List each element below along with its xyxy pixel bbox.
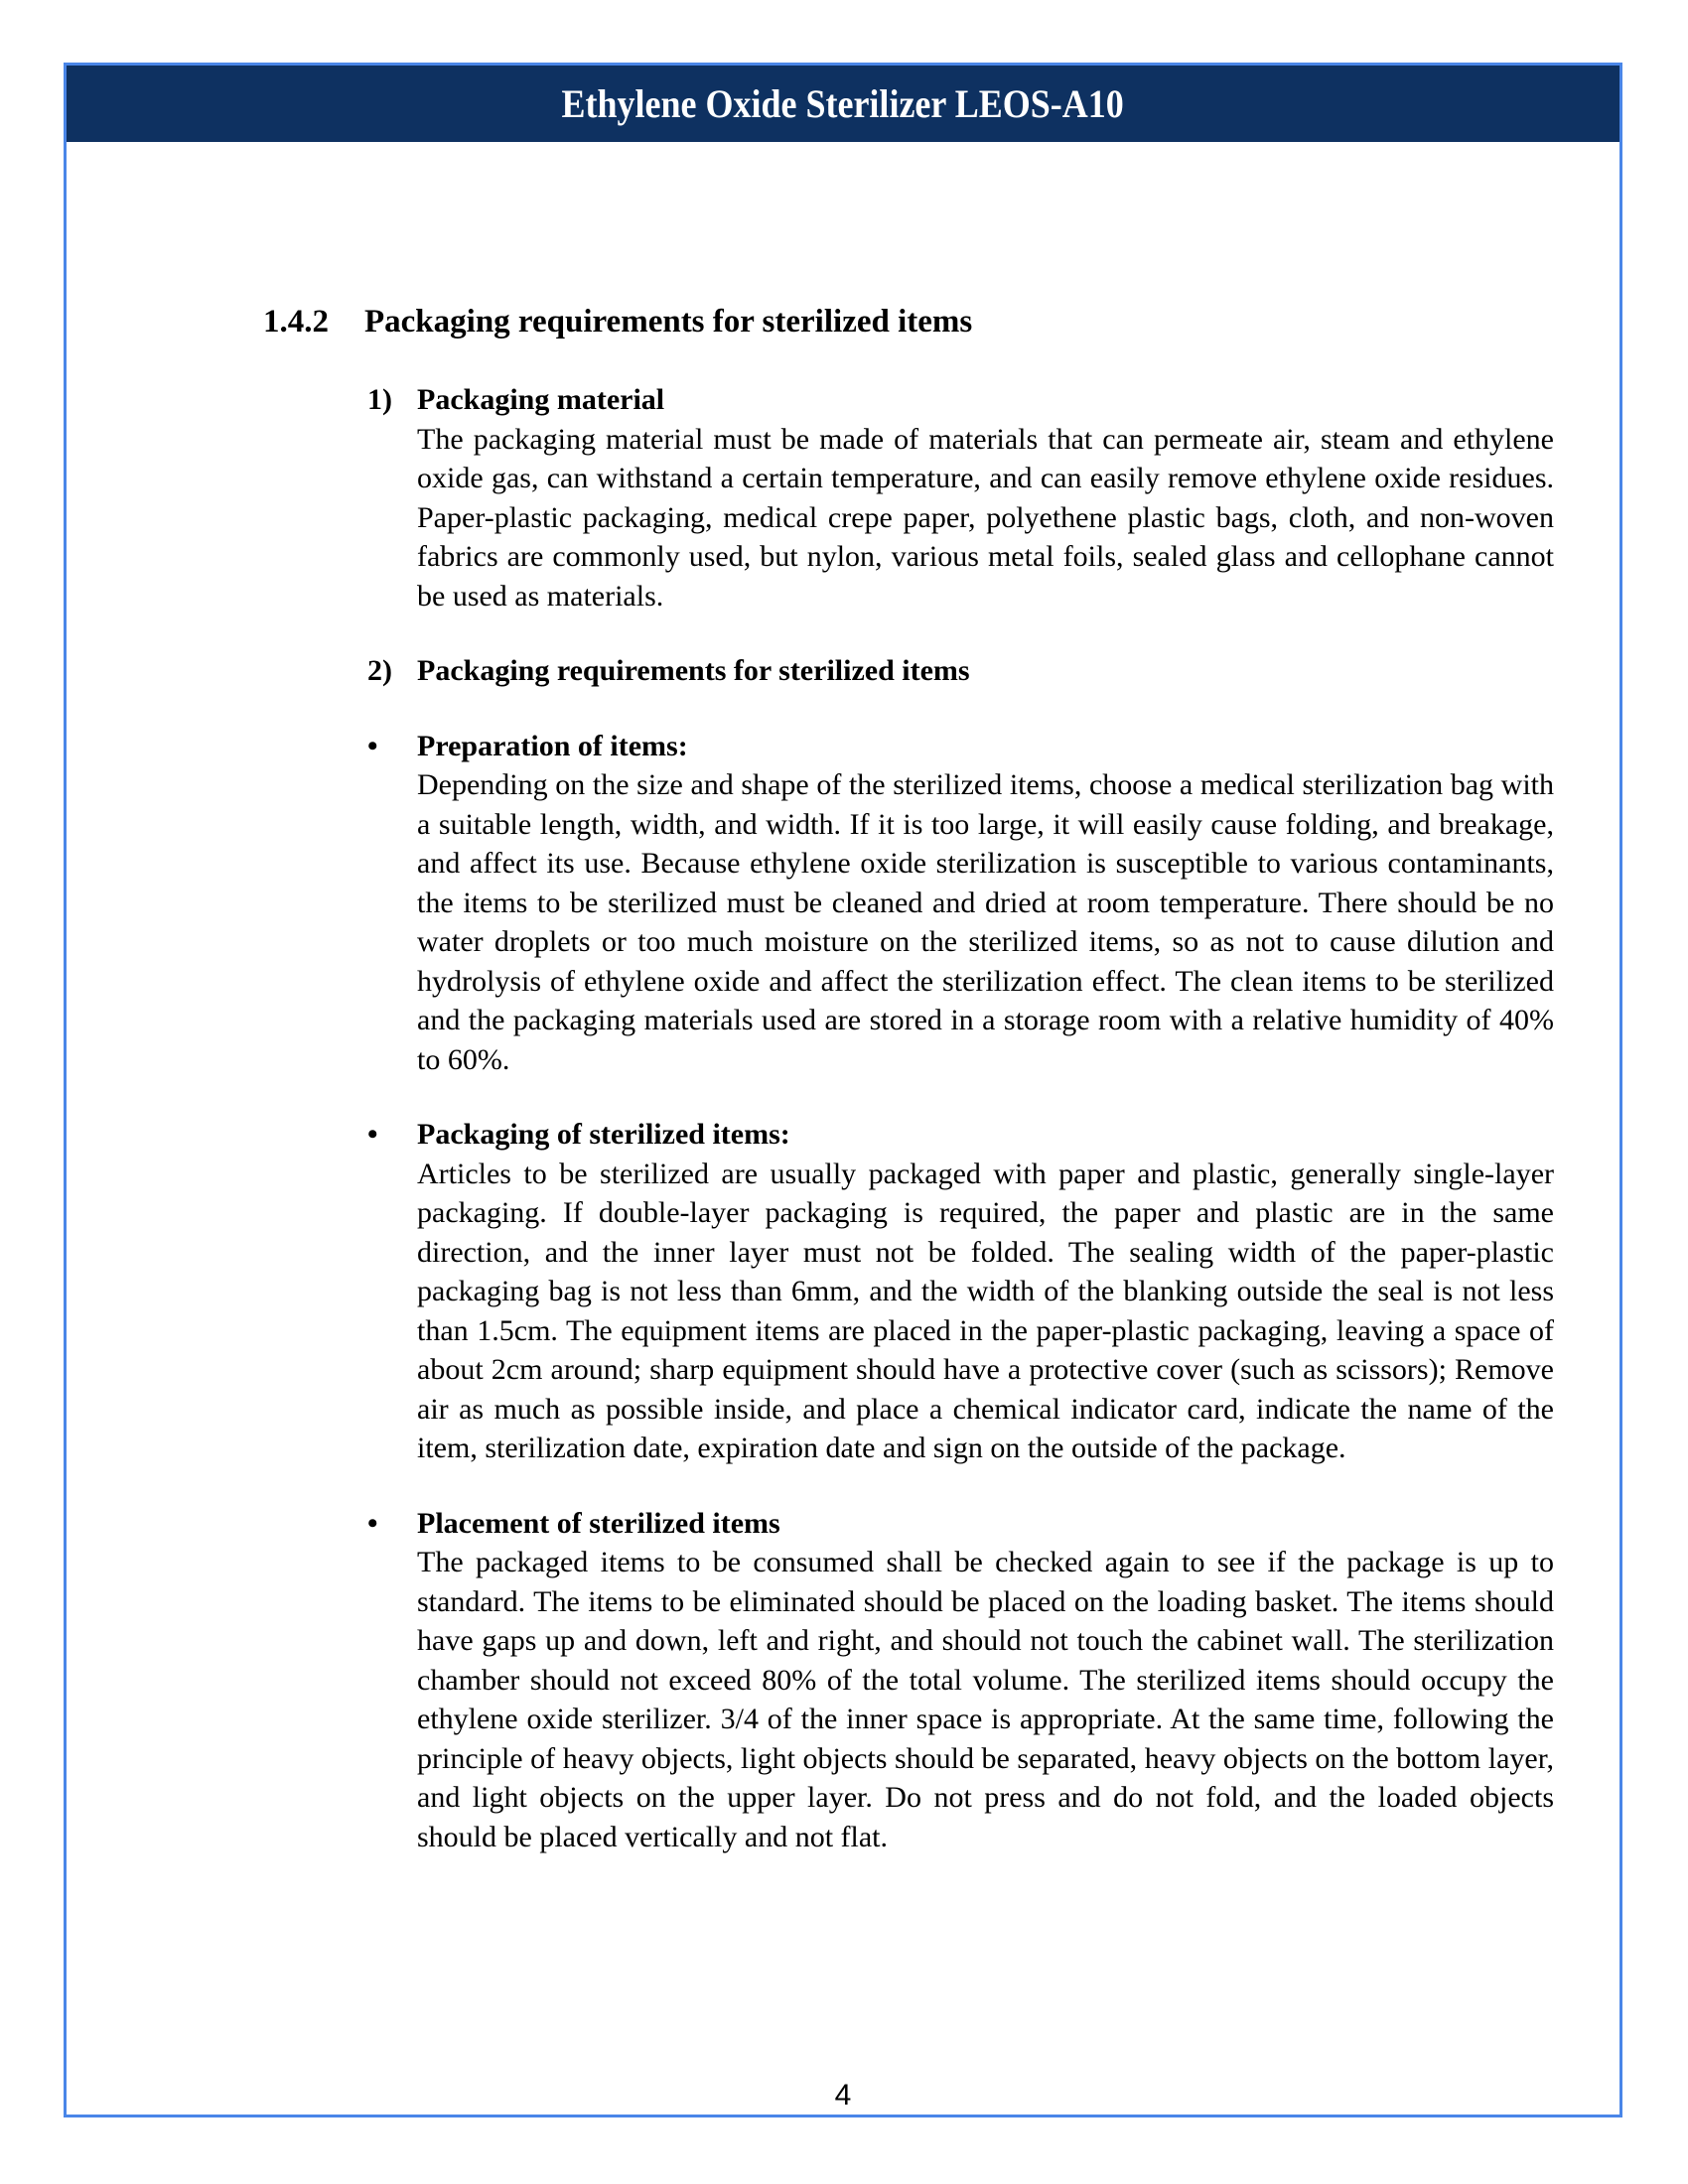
item-body: The packaging material must be made of materials that can permeate air, steam and ethylene oxide gas, can withstand a certain temperature, and can easily remove ethylene oxide residues. Paper-plastic packaging, medical crepe paper, polyethene plastic bags, cloth, and non-woven fabrics are commonly used, but nylon, various metal foils, sealed glass and cellophane cannot be used as materials. (417, 422, 1554, 613)
list-item-packaging-requirements (367, 651, 1554, 691)
bullet-icon: • (367, 1506, 378, 1540)
document-title: Ethylene Oxide Sterilizer LEOS-A10 (561, 81, 1125, 126)
item-number: 2) (367, 654, 392, 687)
bullet-icon: • (367, 1118, 378, 1151)
section-number: 1.4.2 (263, 304, 329, 340)
item-title: Packaging of sterilized items: (417, 1118, 790, 1151)
item-title: Preparation of items: (417, 729, 688, 762)
bullet-icon: • (367, 729, 378, 762)
section-heading (263, 302, 1554, 342)
item-body: The packaged items to be consumed shall be checked again to see if the package is up to standard. The items to be eliminated should be placed on the loading basket. The items should have gaps up and down, left and right, and should not touch the cabinet wall. The sterilization chamber should not exceed 80% of the total volume. The sterilized items should occupy the ethylene oxide sterilizer. 3/4 of the inner space is appropriate. At the same time, following the principle of heavy objects, light objects should be separated, heavy objects on the bottom layer, and light objects on the upper layer. Do not press and do not fold, and the loaded objects should be placed vertically and not flat. (417, 1546, 1554, 1853)
item-title: Packaging material (417, 383, 665, 416)
item-heading (367, 380, 1554, 420)
item-body: Articles to be sterilized are usually packaged with paper and plastic, generally single-layer packaging. If double-layer packaging is required, the paper and plastic are in the same direction, and the inner layer must not be folded. The sealing width of the paper-plastic packaging bag is not less than 6mm, and the width of the blanking outside the seal is not less than 1.5cm. The equipment items are placed in the paper-plastic packaging, leaving a space of about 2cm around; sharp equipment should have a protective cover (such as scissors); Remove air as much as possible inside, and place a chemical indicator card, indicate the name of the item, sterilization date, expiration date and sign on the outside of the package. (417, 1157, 1554, 1464)
page-number-value: 4 (834, 2079, 852, 2112)
item-heading (367, 1115, 1554, 1155)
item-body: Depending on the size and shape of the sterilized items, choose a medical sterilization bag with a suitable length, width, and width. If it is too large, it will easily cause folding, and breakage, and affect its use. Because ethylene oxide sterilization is susceptible to various contaminants, the items to be sterilized must be cleaned and dried at room temperature. There should be no water droplets or too much moisture on the sterilized items, so as not to cause dilution and hydrolysis of ethylene oxide and affect the sterilization effect. The clean items to be sterilized and the packaging materials used are stored in a storage room with a relative humidity of 40% to 60%. (417, 768, 1554, 1076)
page-number (67, 2079, 1619, 2113)
item-number: 1) (367, 383, 392, 416)
item-heading (367, 651, 1554, 691)
page-content (263, 302, 1554, 1856)
list-item-packaging-material (367, 380, 1554, 615)
section-title: Packaging requirements for sterilized items (364, 304, 973, 340)
item-title: Packaging requirements for sterilized items (417, 654, 970, 687)
page-border-frame (64, 63, 1622, 2117)
item-heading (367, 1504, 1554, 1544)
item-heading (367, 727, 1554, 766)
bullet-item-preparation-of-items (367, 727, 1554, 1080)
bullet-item-placement-of-sterilized-items (367, 1504, 1554, 1857)
bullet-item-packaging-of-sterilized-items (367, 1115, 1554, 1468)
item-title: Placement of sterilized items (417, 1506, 780, 1540)
header-bar (67, 66, 1619, 142)
